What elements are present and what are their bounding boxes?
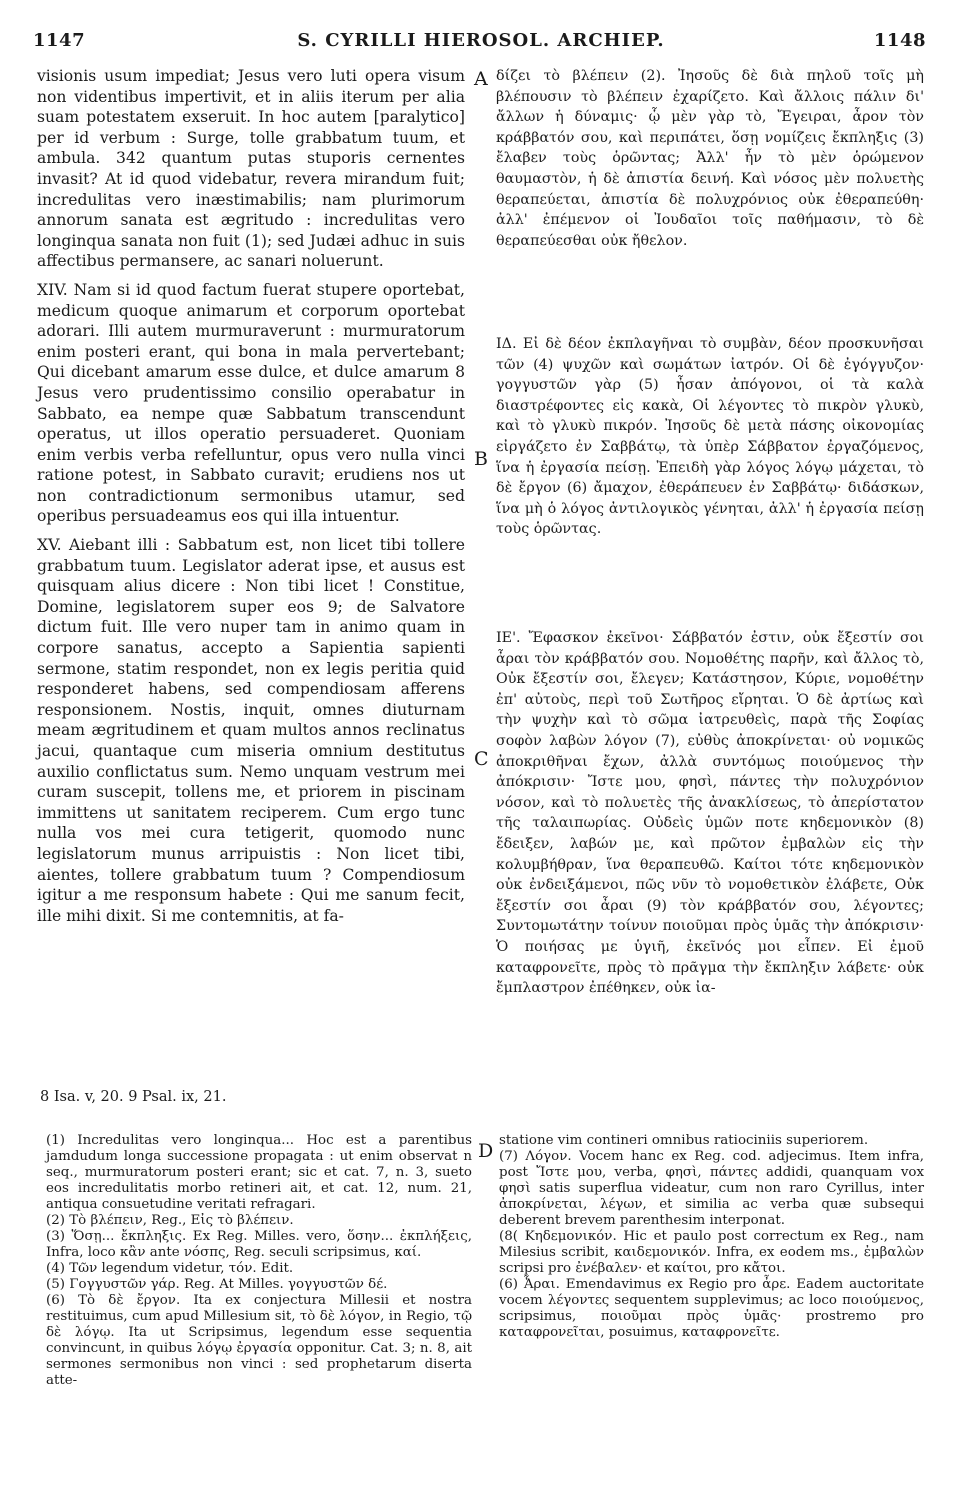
footnote: (7) Λόγον. Vocem hanc ex Reg. cod. adjecimus. Item infra, post Ἴστε μου, verba, φησὶ, πάντες addidi, quanquam vox φησὶ satis superflua videatur, cum non raro Cyrillus, inter ἀποκρίνεται, λέγων, et similia ac verba quæ subsequi deberent brevem parenthesim interponat.	[499, 1149, 924, 1228]
margin-mark-a: A	[474, 68, 488, 90]
greek-paragraph-15: ΙΕ'. Ἔφασκον ἐκεῖνοι· Σάββατόν ἐστιν, οὐκ ἔξεστίν σοι ἆραι τὸν κράββατόν σου. Νομοθέτης παρῆν, καὶ ἄλλος τὸ, Οὐκ ἔξεστίν σοι, ἔλεγεν; Κατάστησον, Κύριε, νομοθέτην ἐπ' αὐτοὺς, περὶ τοῦ Σωτῆρος εἴρηται. Ὁ δὲ ἀρτίως καὶ τὴν ψυχὴν καὶ τὸ σῶμα ἰατρευθεὶς, παρὰ τῆς Σοφίας σοφὸν λαβὼν λόγον (7), εὐθὺς ἀποκρίνεται· οὐ νομικῶς ἀποκριθῆναι ἔχων, ἀλλὰ συντόμως ποιούμενος τὴν ἀπόκρισιν· Ἴστε μου, φησὶ, πάντες τὴν πολυχρόνιον νόσον, καὶ τὸ πολυετὲς τῆς ἀνακλίσεως, τὸ ἀπερίστατον τῆς ταλαιπωρίας. Οὐδεὶς ὑμῶν ποτε κηδεμονικὸν (8) ἔδειξεν, λαβών με, καὶ πρῶτον ἐμβαλὼν εἰς τὴν κολυμβήθραν, ἵνα θεραπευθῶ. Καίτοι τότε κηδεμονικὸν οὐκ ἐνδειξάμενοι, πῶς νῦν τὸ νομοθετικὸν ἐλάβετε, Οὐκ ἔξεστίν σοι ἆραι (9) τὸν κράββατόν σου, λέγοντες; Συντομωτάτην τοίνυν ποιοῦμαι πρὸς ὑμᾶς τὴν ἀπόκρισιν· Ὁ ποιήσας με ὑγιῆ, ἐκεῖνός μοι εἶπεν. Εἰ ἐμοῦ καταφρονεῖτε, πρὸς τὸ πρᾶγμα τὴν ἔκπληξιν λάβετε· οὐκ ἔμπλαστρον ἐπέθηκεν, οὐκ ἰα-	[496, 630, 924, 997]
latin-paragraph-14: XIV. Nam si id quod factum fuerat stupere oportebat, medicum quoque animarum et corporum oportebat adorari. Illi autem murmuraverunt : murmuratorum enim posteri erant, qui bona in mala pervertebant; Qui dicebant amarum esse dulce, et dulce amarum 8 Jesus vero prudentissimo consilio operabatur in Sabbato, ea nempe quæ Sabbatum transcendunt operatus, ut illos operatio persuaderet. Quoniam enim verbis verba refelluntur, opus vero nulla vinci ratione potest, in Sabbato curavit; erudiens nos ut non contradictionum sermonibus utamur, sed operibus persuadeamus eos qui illa intuentur.	[37, 280, 465, 526]
margin-mark-c: C	[474, 748, 489, 770]
footnote: (5) Γογγυστῶν γάρ. Reg. At Milles. γογγυστῶν δέ.	[46, 1277, 388, 1292]
footnote: (1) Incredulitas vero longinqua... Hoc est a parentibus jamdudum longa successione propagata : ut enim observat n seq., murmuratorum posteri erant; sic et cat. 7, n. 3, sueto eos incredulitatis morbo retineri ait, et cat. 12, num. 21, antiqua consuetudine veritati refragari.	[46, 1133, 472, 1212]
footnote-continuation: statione vim contineri omnibus ratiociniis superiorem.	[499, 1133, 869, 1148]
margin-mark-d: D	[478, 1140, 494, 1162]
margin-mark-b: B	[474, 448, 488, 470]
footnote: (6) Τὸ δὲ ἔργον. Ita ex conjectura Millesii et nostra restituimus, cum apud Millesium sit, τὸ δὲ λόγον, in Regio, τῷ δὲ λόγῳ. Ita ut Scripsimus, legendum esse sequentia convincunt, in quibus λόγῳ ἐργασία opponitur. Cat. 3; n. 8, ait sermones sermonibus non vinci : sed prophetarum diserta atte-	[46, 1293, 472, 1388]
footnote: (4) Τῶν legendum videtur, τόν. Edit.	[46, 1261, 294, 1276]
greek-paragraph-14: ΙΔ. Εἰ δὲ δέον ἐκπλαγῆναι τὸ συμβὰν, δέον προσκυνῆσαι τῶν (4) ψυχῶν καὶ σωμάτων ἰατρόν. Οἱ δὲ ἐγόγγυζον· γογγυστῶν γὰρ (5) ἦσαν ἀπόγονοι, οἱ τὰ καλὰ διαστρέφοντες εἰς κακὰ, Οἱ λέγοντες τὸ πικρὸν γλυκὺ, καὶ τὸ γλυκὺ πικρόν. Ἰησοῦς δὲ μετὰ πάσης οἰκονομίας εἰργάζετο ἐν Σαββάτῳ, τὰ ὑπὲρ Σάββατον ἐργαζόμενος, ἵνα ἡ ἐργασία πείσῃ. Ἐπειδὴ γὰρ λόγος λόγῳ μάχεται, τὸ δὲ ἔργον (6) ἄμαχον, ἐθεράπευεν ἐν Σαββάτῳ· διδάσκων, ἵνα μὴ ὁ λόγος ἀντιλογικὸς γένηται, ἀλλ' ἡ ἐργασία πείσῃ τοὺς ὁρῶντας.	[496, 336, 924, 538]
footnote: (2) Τὸ βλέπειν, Reg., Εἰς τὸ βλέπειν.	[46, 1213, 294, 1228]
footnote: (3) Ὅσῃ... ἔκπληξις. Ex Reg. Milles. vero, ὅσην... ἐκπλήξεις, Infra, loco κἂν ante νόσπς, Reg. seculi scripsimus, καί.	[46, 1229, 472, 1260]
running-title: S. CYRILLI HIEROSOL. ARCHIEP.	[297, 30, 665, 51]
footnote: (6) Ἆραι. Emendavimus ex Regio pro ἆρε. Eadem auctoritate vocem λέγοντες sequentem supplevimus; ac loco ποιούμενος, scripsimus, ποιοῦμαι πρὸς ὑμᾶς· prostremo pro καταφρονεῖται, posuimus, καταφρονεῖτε.	[499, 1277, 924, 1340]
page-number-left: 1147	[33, 30, 86, 51]
scripture-references: 8 Isa. v, 20. 9 Psal. ix, 21.	[40, 1089, 227, 1105]
footnotes-left-column	[46, 1133, 472, 1389]
latin-column	[37, 66, 465, 926]
latin-paragraph-13: visionis usum impediat; Jesus vero luti opera visum non videntibus impertivit, et in aliis iterum per alia suam potestatem exseruit. In hoc autem [paralytico] per id verbum : Surge, tolle grabbatum tuum, et ambula. 342 quantum putas stuporis cernentes invasit? At id quod videbatur, revera mirandum fuit; incredulitas vero inæstimabilis; nam plurimorum annorum sanata est ægritudo : incredulitas vero longinqua sanata non fuit (1); sed Judæi adhuc in suis affectibus permansere, ac sanari noluerunt.	[37, 67, 465, 271]
page-number-right: 1148	[873, 30, 926, 51]
greek-paragraph-13: δίζει τὸ βλέπειν (2). Ἰησοῦς δὲ διὰ πηλοῦ τοῖς μὴ βλέπουσιν τὸ βλέπειν ἐχαρίζετο. Καὶ ἄλλοις πάλιν δι' ἄλλων ἡ δύναμις· ᾧ μὲν γὰρ τὸ, Ἔγειραι, ἆρον τὸν κράββατόν σου, καὶ περιπάτει, ὅσῃ νομίζεις ἔκπληξις (3) ἔλαβεν τοὺς ὁρῶντας; Ἀλλ' ἦν τὸ μὲν ὁρώμενον θαυμαστὸν, ἡ δὲ ἀπιστία δεινή. Καὶ νόσος μὲν πολυετὴς θεραπεύεται, ἀπιστία δὲ πολυχρόνιος οὐκ ἐθεραπεύθη· ἀλλ' ἐπέμενον οἱ Ἰουδαῖοι τοῖς παθήμασιν, τὸ δὲ θεραπεύεσθαι οὐκ ἤθελον.	[496, 68, 924, 249]
footnote: (8( Κηδεμονικόν. Hic et paulo post correctum ex Reg., nam Milesius scribit, καιδεμονικόν. Infra, ex eodem ms., ἐμβαλὼν scripsi pro ἐνέβαλεν· et καίτοι, pro κἄτοι.	[499, 1229, 924, 1276]
latin-paragraph-15: XV. Aiebant illi : Sabbatum est, non licet tibi tollere grabbatum tuum. Legislator aderat ipse, et ausus est quisquam alius dicere : Non tibi licet ! Constitue, Domine, legislatorem super eos 9; de Salvatore dictum fuit. Ille vero nuper tam in animo quam in corpore sanatus, accepto a Sapientia sapienti sermone, statim respondet, non ex legis peritia quid responderet habens, sed compendiosam afferens responsionem. Nostis, inquit, omnes diuturnam meam ægritudinem et quam multos annos reclinatus jacui, quantaque cum miseria omnium destitutus auxilio conflictatus sum. Nemo unquam vestrum mei curam suscepit, tollens me, et priorem in piscinam immittens ut sanitatem reciperem. Cum ergo tunc nulla vos mei cura tetigerit, quomodo nunc legislatorum munus arripuistis : Non licet tibi, aientes, tollere grabbatum tuum ? Compendiosum igitur a me responsum habete : Qui me sanum fecit, ille mihi dixit. Si me contemnitis, at fa-	[37, 536, 465, 925]
footnotes-right-column	[499, 1133, 924, 1341]
